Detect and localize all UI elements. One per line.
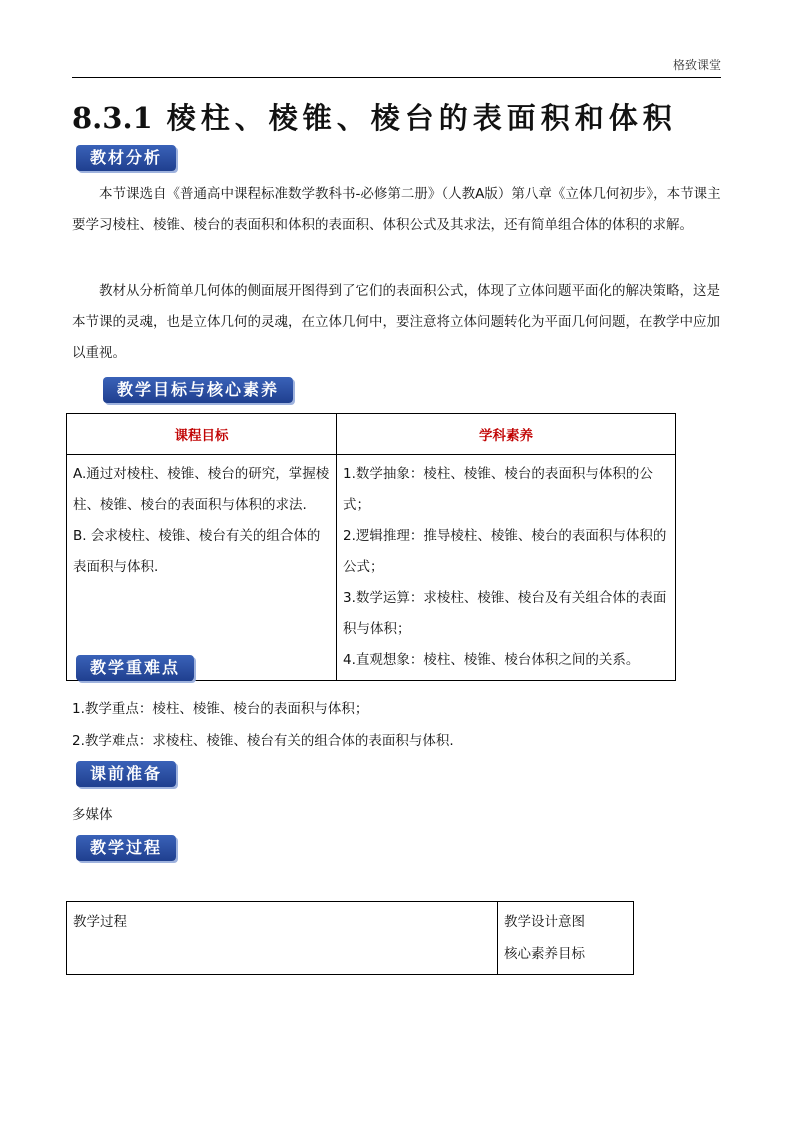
process-left-cell: 教学过程 <box>67 902 498 975</box>
literacy-item-2: 2.逻辑推理：推导棱柱、棱锥、棱台的表面积与体积的公式； <box>343 528 667 575</box>
section-preparation: 课前准备 <box>76 761 176 787</box>
title-number: 8.3.1 <box>72 101 153 135</box>
title-text: 棱柱、棱锥、棱台的表面积和体积 <box>166 101 677 135</box>
literacy-cell <box>337 455 676 681</box>
course-goal-a: A.通过对棱柱、棱锥、棱台的研究，掌握棱柱、棱锥、棱台的表面积与体积的求法. <box>73 466 330 513</box>
page-title <box>72 96 724 137</box>
course-goals-cell <box>67 455 337 681</box>
section-process: 教学过程 <box>76 835 176 861</box>
design-intent-label: 教学设计意图 <box>504 914 585 930</box>
goals-header-literacy: 学科素养 <box>337 414 676 455</box>
goals-header-course: 课程目标 <box>67 414 337 455</box>
section-key-points: 教学重难点 <box>76 655 194 681</box>
goals-table <box>66 413 676 681</box>
section-analysis: 教材分析 <box>76 145 176 171</box>
literacy-item-3: 3.数学运算：求棱柱、棱锥、棱台及有关组合体的表面积与体积； <box>343 590 667 637</box>
process-right-cell <box>498 902 634 975</box>
key-point-difficulty: 2.教学难点：求棱柱、棱锥、棱台有关的组合体的表面积与体积. <box>72 733 454 749</box>
header-rule <box>72 77 721 78</box>
analysis-paragraph-1: 本节课选自《普通高中课程标准数学教科书-必修第二册》（人教A版）第八章《立体几何初步》，本节课主要学习棱柱、棱锥、棱台的表面积和体积的表面积、体积公式及其求法，还有简单组合体的体积的求解。 <box>72 186 721 233</box>
header-brand: 格致课堂 <box>672 58 721 72</box>
core-literacy-label: 核心素养目标 <box>504 946 585 962</box>
literacy-item-4: 4.直观想象：棱柱、棱锥、棱台体积之间的关系。 <box>343 652 640 668</box>
section-goals: 教学目标与核心素养 <box>103 377 293 403</box>
process-table <box>66 901 634 975</box>
preparation-text: 多媒体 <box>72 807 113 823</box>
course-goal-b: B. 会求棱柱、棱锥、棱台有关的组合体的表面积与体积. <box>73 528 321 575</box>
analysis-paragraph-2: 教材从分析简单几何体的侧面展开图得到了它们的表面积公式，体现了立体问题平面化的解决策略，这是本节课的灵魂，也是立体几何的灵魂，在立体几何中，要注意将立体问题转化为平面几何问题，在教学中应加以重视。 <box>72 283 720 361</box>
literacy-item-1: 1.数学抽象：棱柱、棱锥、棱台的表面积与体积的公式； <box>343 466 653 513</box>
key-point-focus: 1.教学重点：棱柱、棱锥、棱台的表面积与体积； <box>72 701 369 717</box>
